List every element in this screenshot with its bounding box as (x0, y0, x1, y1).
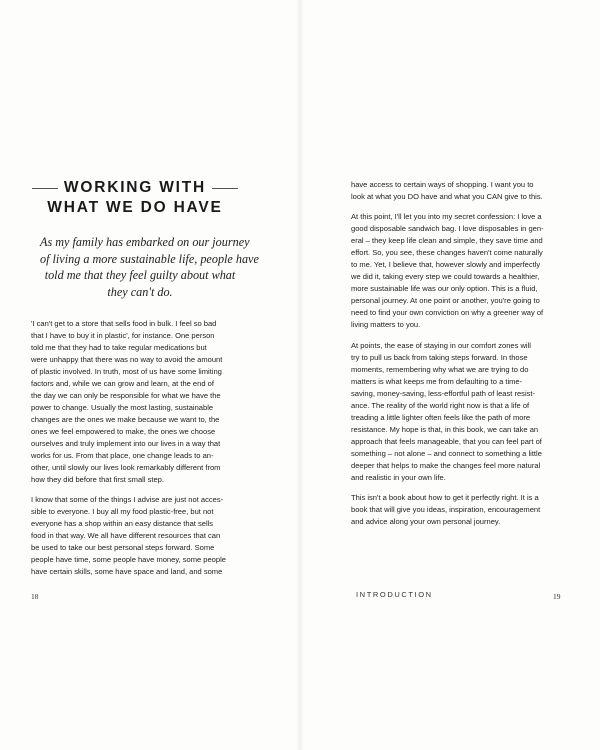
quote-line: of living a more sustainable life, people have (40, 251, 259, 266)
text-line: how they did before that first small step. (31, 475, 164, 484)
text-line: other, until slowly our lives look remarkably different from (31, 463, 221, 472)
text-line: factors and, while we can grow and learn, at the end of (31, 379, 214, 388)
heading-rule-left (32, 188, 58, 189)
text-line: something – not alone – and connect to something a little (351, 449, 542, 458)
text-line: This isn't a book about how to get it perfectly right. It is a (351, 493, 539, 502)
text-line: works for us. From that place, one change leads to an- (31, 451, 214, 460)
text-line: approach that feels manageable, that you can feel part of (351, 437, 542, 446)
text-line: resistance. My hope is that, in this book, we can take an (351, 425, 539, 434)
text-line: of plastic involved. In truth, most of us have some limiting (31, 367, 222, 376)
text-line: the day we can only be responsible for what we have the (31, 391, 221, 400)
text-line: good disposable sandwich bag. I love disposables in gen- (351, 224, 544, 233)
text-line: food in that way. We all have different resources that can (31, 531, 221, 540)
text-line: sible to everyone. I buy all my food plastic-free, but not (31, 507, 214, 516)
text-line: try to pull us back from taking steps forward. In those (351, 353, 528, 362)
right-paragraph-4 (351, 492, 573, 528)
heading-line-1: WORKING WITH (63, 179, 207, 196)
page-number-right: 19 (553, 592, 561, 601)
right-paragraph-1 (351, 179, 573, 203)
text-line: were unhappy that there was no way to avoid the amount (31, 355, 223, 364)
text-line: need to find your own conviction on why a greener way of (351, 308, 544, 317)
text-line: be used to take our best personal steps forward. Some (31, 543, 215, 552)
chapter-heading (32, 178, 238, 218)
text-line: moments, remembering why what we are trying to do (351, 365, 529, 374)
text-line: At points, the ease of staying in our comfort zones will (351, 341, 531, 350)
text-line: At this point, I'll let you into my secret confession: I love a (351, 212, 542, 221)
text-line: living matters to you. (351, 320, 421, 329)
text-line: and advice along your own personal journey. (351, 517, 501, 526)
text-line: everyone has a shop within an easy distance that sells (31, 519, 214, 528)
text-line: more sustainable life was our only option. This is a fluid, (351, 284, 538, 293)
left-paragraph-1 (31, 318, 275, 486)
text-line: I know that some of the things I advise are just not acces- (31, 495, 224, 504)
text-line: deeper that helps to make the changes feel more natural (351, 461, 541, 470)
right-paragraph-2 (351, 211, 573, 331)
text-line: told me that they had to take regular medications but (31, 343, 207, 352)
text-line: book that will give you ideas, inspiration, encouragement (351, 505, 541, 514)
intro-quote (40, 234, 259, 300)
text-line: ance. The reality of the world right now is that a life of (351, 401, 530, 410)
heading-rule-right (212, 188, 238, 189)
page-number-left: 18 (31, 592, 39, 601)
quote-line: they can't do. (107, 284, 173, 299)
text-line: and realistic in your own life. (351, 473, 446, 482)
text-line: power to change. Usually the most lasting, sustainable (31, 403, 214, 412)
text-line: we did it, taking every step we could towards a healthier, (351, 272, 540, 281)
left-paragraph-2 (31, 494, 275, 578)
running-head: INTRODUCTION (356, 590, 433, 599)
text-line: ones we feel empowered to make, the ones we choose (31, 427, 216, 436)
text-line: people have time, some people have money, some people (31, 555, 226, 564)
text-line: saving, money-saving, less-effortful path of least resist- (351, 389, 536, 398)
book-gutter (296, 0, 304, 750)
text-line: look at what you DO have and what you CAN give to this. (351, 192, 543, 201)
text-line: matters is what keeps me from defaulting to a time- (351, 377, 523, 386)
quote-line: As my family has embarked on our journey (40, 235, 250, 249)
text-line: ourselves and truly implement into our lives in a way that (31, 439, 221, 448)
text-line: 'I can't get to a store that sells food in bulk. I feel so bad (31, 319, 217, 328)
text-line: changes are the ones we make because we want to, the (31, 415, 220, 424)
text-line: treading a little lighter often feels like the path of more (351, 413, 531, 422)
right-paragraph-3 (351, 340, 573, 484)
text-line: eral – they keep life clean and simple, they save time and (351, 236, 543, 245)
heading-line-2: WHAT WE DO HAVE (47, 199, 223, 216)
quote-line: told me that they feel guilty about what (44, 268, 236, 282)
text-line: effort. So, you see, these changes haven't come naturally (351, 248, 543, 257)
text-line: have access to certain ways of shopping. I want you to (351, 180, 534, 189)
text-line: that I have to buy it in plastic', for instance. One person (31, 331, 215, 340)
text-line: personal journey. At one point or another, you're going to (351, 296, 540, 305)
text-line: to me. Yet, I believe that, however slowly and imperfectly (351, 260, 541, 269)
text-line: have certain skills, some have space and land, and some (31, 567, 223, 576)
